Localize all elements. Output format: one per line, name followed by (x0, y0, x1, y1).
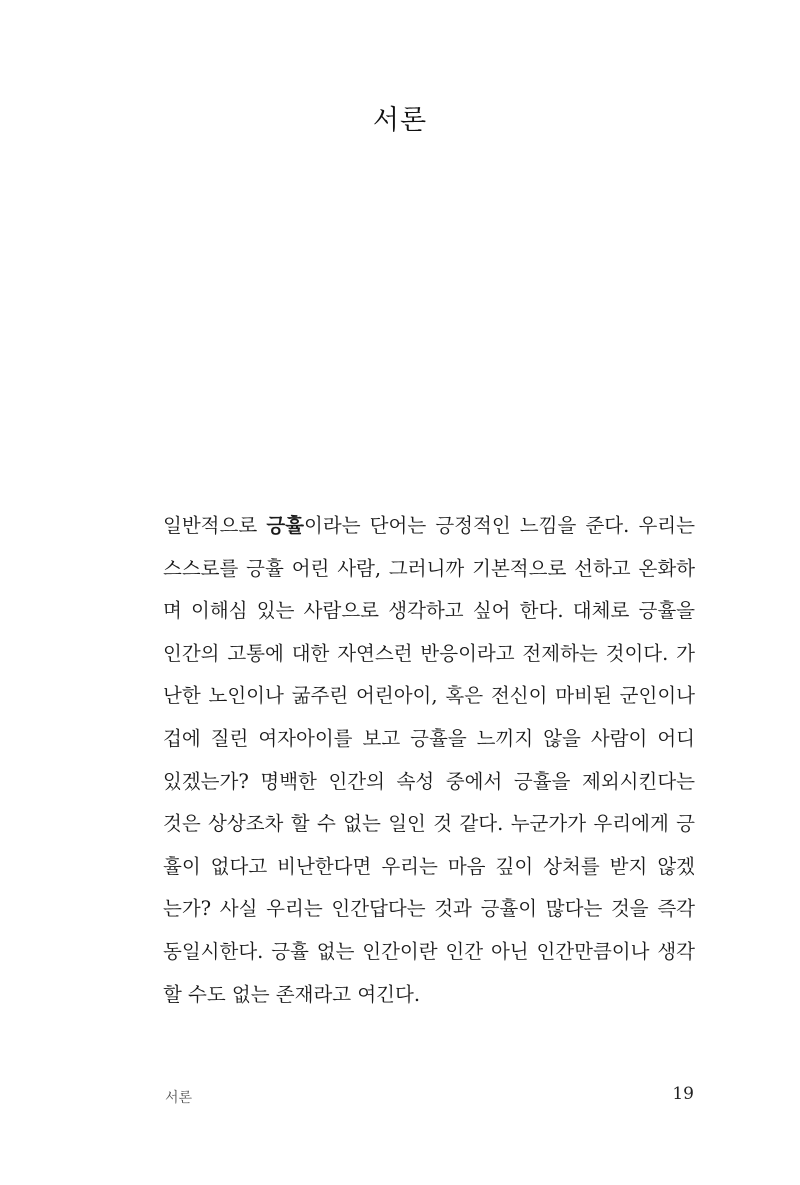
text-rest: 이라는 단어는 긍정적인 느낌을 준다. 우리는 (304, 514, 695, 537)
footer-section-label: 서론 (165, 1090, 193, 1106)
text-line-1 (163, 505, 695, 548)
text-line-9: 휼이 없다고 비난한다면 우리는 마음 깊이 상처를 받지 않겠 (163, 854, 695, 878)
text-line-2: 스스로를 긍휼 어린 사람, 그러니까 기본적으로 선하고 온화하 (163, 556, 695, 580)
emphasized-term: 긍휼 (266, 514, 305, 537)
text-line-4: 인간의 고통에 대한 자연스런 반응이라고 전제하는 것이다. 가 (163, 641, 695, 665)
text-line-3: 며 이해심 있는 사람으로 생각하고 싶어 한다. 대체로 긍휼을 (163, 599, 695, 623)
text-line-5: 난한 노인이나 굶주린 어린아이, 혹은 전신이 마비된 군인이나 (163, 684, 695, 708)
text-line-10: 는가? 사실 우리는 인간답다는 것과 긍휼이 많다는 것을 즉각 (163, 897, 695, 921)
text-lead: 일반적으로 (163, 514, 267, 537)
text-line-6: 겁에 질린 여자아이를 보고 긍휼을 느끼지 않을 사람이 어디 (163, 726, 695, 750)
page-number: 19 (672, 1084, 694, 1104)
text-line-8: 것은 상상조차 할 수 없는 일인 것 같다. 누군가가 우리에게 긍 (163, 812, 695, 836)
body-paragraph (163, 505, 695, 1016)
text-line-7: 있겠는가? 명백한 인간의 속성 중에서 긍휼을 제외시킨다는 (163, 769, 695, 793)
chapter-title: 서론 (372, 105, 428, 136)
text-line-12: 할 수도 없는 존재라고 여긴다. (163, 982, 421, 1006)
text-line-11: 동일시한다. 긍휼 없는 인간이란 인간 아닌 인간만큼이나 생각 (163, 939, 695, 963)
